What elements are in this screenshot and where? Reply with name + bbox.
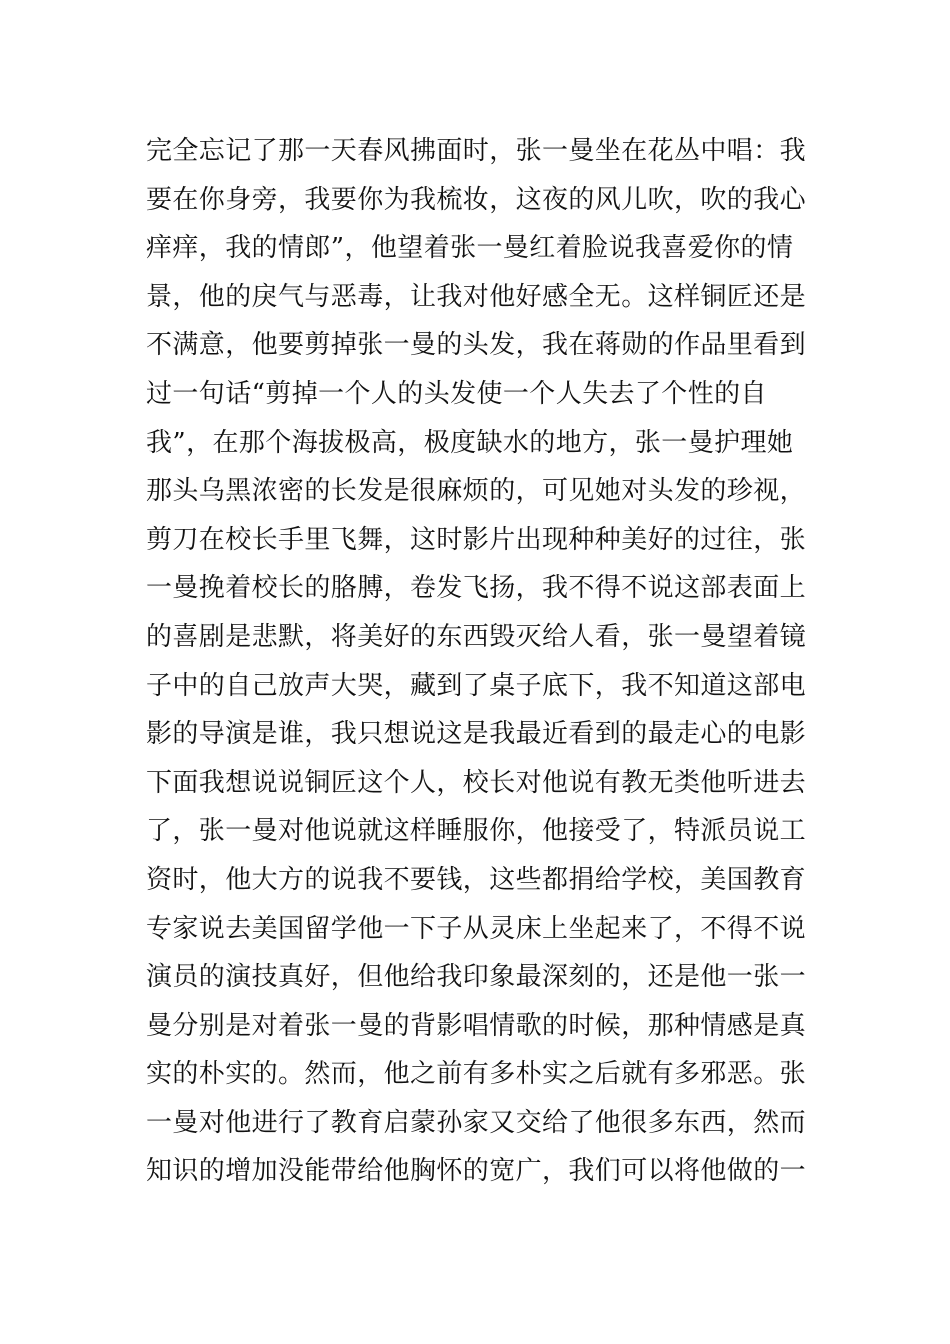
text-line-13: 影的导演是谁，我只想说这是我最近看到的最走心的电影 bbox=[146, 719, 807, 750]
text-line-10: 一曼挽着校长的胳膊，卷发飞扬，我不得不说这部表面上 bbox=[146, 573, 807, 604]
text-line-4: 景，他的戾气与恶毒，让我对他好感全无。这样铜匠还是 bbox=[146, 281, 807, 312]
text-line-18: 演员的演技真好，但他给我印象最深刻的，还是他一张一 bbox=[146, 962, 807, 993]
text-line-15: 了，张一曼对他说就这样睡服你，他接受了，特派员说工 bbox=[146, 816, 807, 847]
text-line-1: 完全忘记了那一天春风拂面时，张一曼坐在花丛中唱：我 bbox=[146, 136, 807, 166]
text-line-11: 的喜剧是悲默，将美好的东西毁灭给人看，张一曼望着镜 bbox=[146, 621, 807, 652]
text-line-2: 要在你身旁，我要你为我梳妆，这夜的风儿吹，吹的我心 bbox=[146, 184, 807, 215]
text-line-17: 专家说去美国留学他一下子从灵床上坐起来了，不得不说 bbox=[146, 913, 807, 944]
document-text-body bbox=[146, 127, 826, 1196]
text-line-3: 痒痒，我的情郎”，他望着张一曼红着脸说我喜爱你的情 bbox=[146, 233, 794, 264]
text-line-14: 下面我想说说铜匠这个人，校长对他说有教无类他听进去 bbox=[146, 767, 807, 798]
text-line-16: 资时，他大方的说我不要钱，这些都捐给学校，美国教育 bbox=[146, 864, 807, 895]
text-line-8: 那头乌黑浓密的长发是很麻烦的，可见她对头发的珍视， bbox=[146, 476, 807, 507]
text-line-19: 曼分别是对着张一曼的背影唱情歌的时候，那种情感是真 bbox=[146, 1010, 807, 1041]
text-line-9: 剪刀在校长手里飞舞，这时影片出现种种美好的过往，张 bbox=[146, 524, 807, 555]
text-line-7: 我”，在那个海拔极高，极度缺水的地方，张一曼护理她 bbox=[146, 427, 794, 458]
text-line-22: 知识的增加没能带给他胸怀的宽广，我们可以将他做的一 bbox=[146, 1156, 807, 1187]
text-line-5: 不满意，他要剪掉张一曼的头发，我在蒋勋的作品里看到 bbox=[146, 330, 807, 361]
text-line-6: 过一句话“剪掉一个人的头发使一个人失去了个性的自 bbox=[146, 378, 767, 409]
text-line-12: 子中的自己放声大哭，藏到了桌子底下，我不知道这部电 bbox=[146, 670, 807, 701]
text-line-20: 实的朴实的。然而，他之前有多朴实之后就有多邪恶。张 bbox=[146, 1059, 807, 1090]
text-line-21: 一曼对他进行了教育启蒙孙家又交给了他很多东西，然而 bbox=[146, 1107, 807, 1138]
